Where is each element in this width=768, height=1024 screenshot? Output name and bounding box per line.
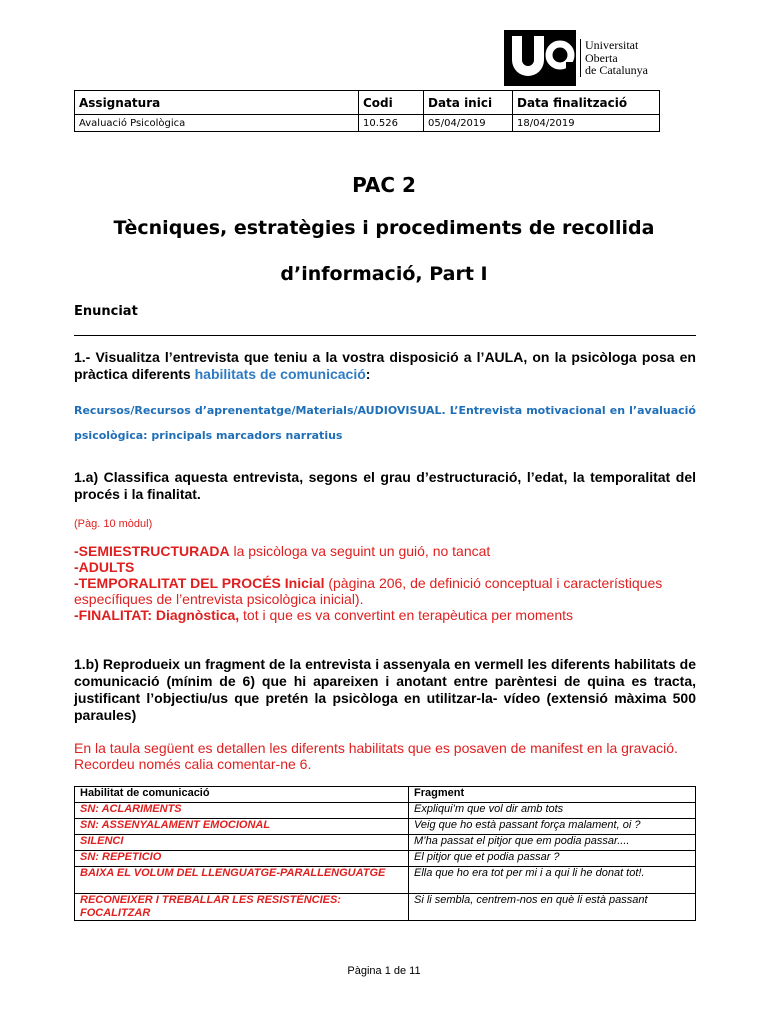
page-reference: (Pàg. 10 mòdul): [74, 518, 153, 530]
header-fragment: Fragment: [409, 787, 696, 803]
skill-cell: BAIXA EL VOLUM DEL LLENGUATGE-PARALLENGUATGE: [75, 867, 409, 894]
answer-temporality: [74, 575, 696, 607]
skill-cell: SN: REPETICIO: [75, 851, 409, 867]
university-name: [580, 39, 648, 77]
cell-data-finalitzacio: 18/04/2019: [513, 115, 660, 132]
uoc-logo-mark: [504, 30, 576, 86]
header-data-finalitzacio: Data finalització: [513, 91, 660, 115]
question-1b: 1.b) Reprodueix un fragment de la entrevista i assenyala en vermell les diferents habilitats de comunicació (mínim de 6) que hi apareixen i anotant entre parèntesi de quina es tracta, justificant l’objectiu/us que pretén la psicòloga en utilitzar-la- vídeo (extensió màxima 500 paraules): [74, 656, 696, 723]
answer-structure: [74, 543, 696, 559]
table-row: [75, 803, 696, 819]
answer-purpose-text: tot i que es va convertint en terapèutica per moments: [239, 607, 574, 623]
fragment-cell: Expliqui’m que vol dir amb tots: [409, 803, 696, 819]
document-title-line-2: d’informació, Part I: [280, 263, 488, 285]
course-info-table: [74, 90, 660, 132]
resources-path: Recursos/Recursos d’aprenentatge/Materials/AUDIOVISUAL. L’Entrevista motivacional en l’avaluació psicològica: principals marcadors narratius: [74, 404, 696, 442]
course-info-row: [75, 115, 660, 132]
logo-line-3: de Catalunya: [585, 63, 648, 78]
cell-codi: 10.526: [359, 115, 424, 132]
course-info-header-row: [75, 91, 660, 115]
answer-purpose: [74, 607, 696, 623]
header-assignatura: Assignatura: [75, 91, 359, 115]
section-divider: [74, 335, 696, 336]
table-row: [75, 851, 696, 867]
header-habilitat: Habilitat de comunicació: [75, 787, 409, 803]
answer-age: [74, 559, 696, 575]
table-row: [75, 819, 696, 835]
logo-line-1: Universitat: [585, 38, 639, 53]
document-title-line-1: Tècniques, estratègies i procediments de recollida: [113, 217, 655, 239]
answers-1a: [74, 543, 696, 623]
answer-temporality-label: -TEMPORALITAT DEL PROCÉS Inicial: [74, 575, 325, 591]
question-1-colon: :: [365, 366, 371, 382]
table-row: [75, 894, 696, 921]
answer-temporality-text: (pàgina 206, de definició conceptual i característiques específiques de l’entrevista psicològica inicial).: [74, 575, 663, 607]
question-1: [74, 349, 696, 383]
skills-table: [74, 786, 696, 921]
logo-line-2: Oberta: [585, 50, 618, 65]
answer-age-label: -ADULTS: [74, 559, 135, 575]
question-1a: 1.a) Classifica aquesta entrevista, segons el grau d’estructuració, l’edat, la temporalitat del procés i la finalitat.: [74, 469, 696, 502]
cell-assignatura: Avaluació Psicològica: [75, 115, 359, 132]
cell-data-inici: 05/04/2019: [424, 115, 513, 132]
header-data-inici: Data inici: [424, 91, 513, 115]
answer-structure-label: -SEMIESTRUCTURADA: [74, 543, 230, 559]
section-label: Enunciat: [74, 304, 138, 319]
answer-purpose-label: -FINALITAT: Diagnòstica,: [74, 607, 240, 623]
fragment-cell: El pitjor que et podia passar ?: [409, 851, 696, 867]
page-number: Pàgina 1 de 11: [347, 965, 421, 977]
question-1-text: 1.- Visualitza l’entrevista que teniu a la vostra disposició a l’AULA, on la psicòloga posa en pràctica diferents: [74, 349, 696, 382]
fragment-cell: Ella que ho era tot per mi i a qui li he donat tot!.: [409, 867, 696, 894]
header-codi: Codi: [359, 91, 424, 115]
fragment-cell: M’ha passat el pitjor que em podia passar....: [409, 835, 696, 851]
skill-cell: SN: ACLARIMENTS: [75, 803, 409, 819]
skill-cell: RECONEIXER I TREBALLAR LES RESISTÈNCIES: FOCALITZAR: [75, 894, 409, 921]
table-intro: En la taula següent es detallen les diferents habilitats que es posaven de manifest en la gravació. Recordeu només calia comentar-ne 6.: [74, 740, 678, 772]
pac-title: PAC 2: [352, 173, 416, 197]
skill-cell: SILENCI: [75, 835, 409, 851]
communication-skills-link[interactable]: habilitats de comunicació: [194, 366, 366, 382]
table-row: [75, 867, 696, 894]
fragment-cell: Veig que ho està passant força malament, oi ?: [409, 819, 696, 835]
skills-header-row: [75, 787, 696, 803]
skill-cell: SN: ASSENYALAMENT EMOCIONAL: [75, 819, 409, 835]
answer-structure-text: la psicòloga va seguint un guió, no tancat: [229, 543, 491, 559]
uoc-logo: [504, 30, 654, 86]
fragment-cell: Si li sembla, centrem-nos en què li està passant: [409, 894, 696, 921]
table-row: [75, 835, 696, 851]
